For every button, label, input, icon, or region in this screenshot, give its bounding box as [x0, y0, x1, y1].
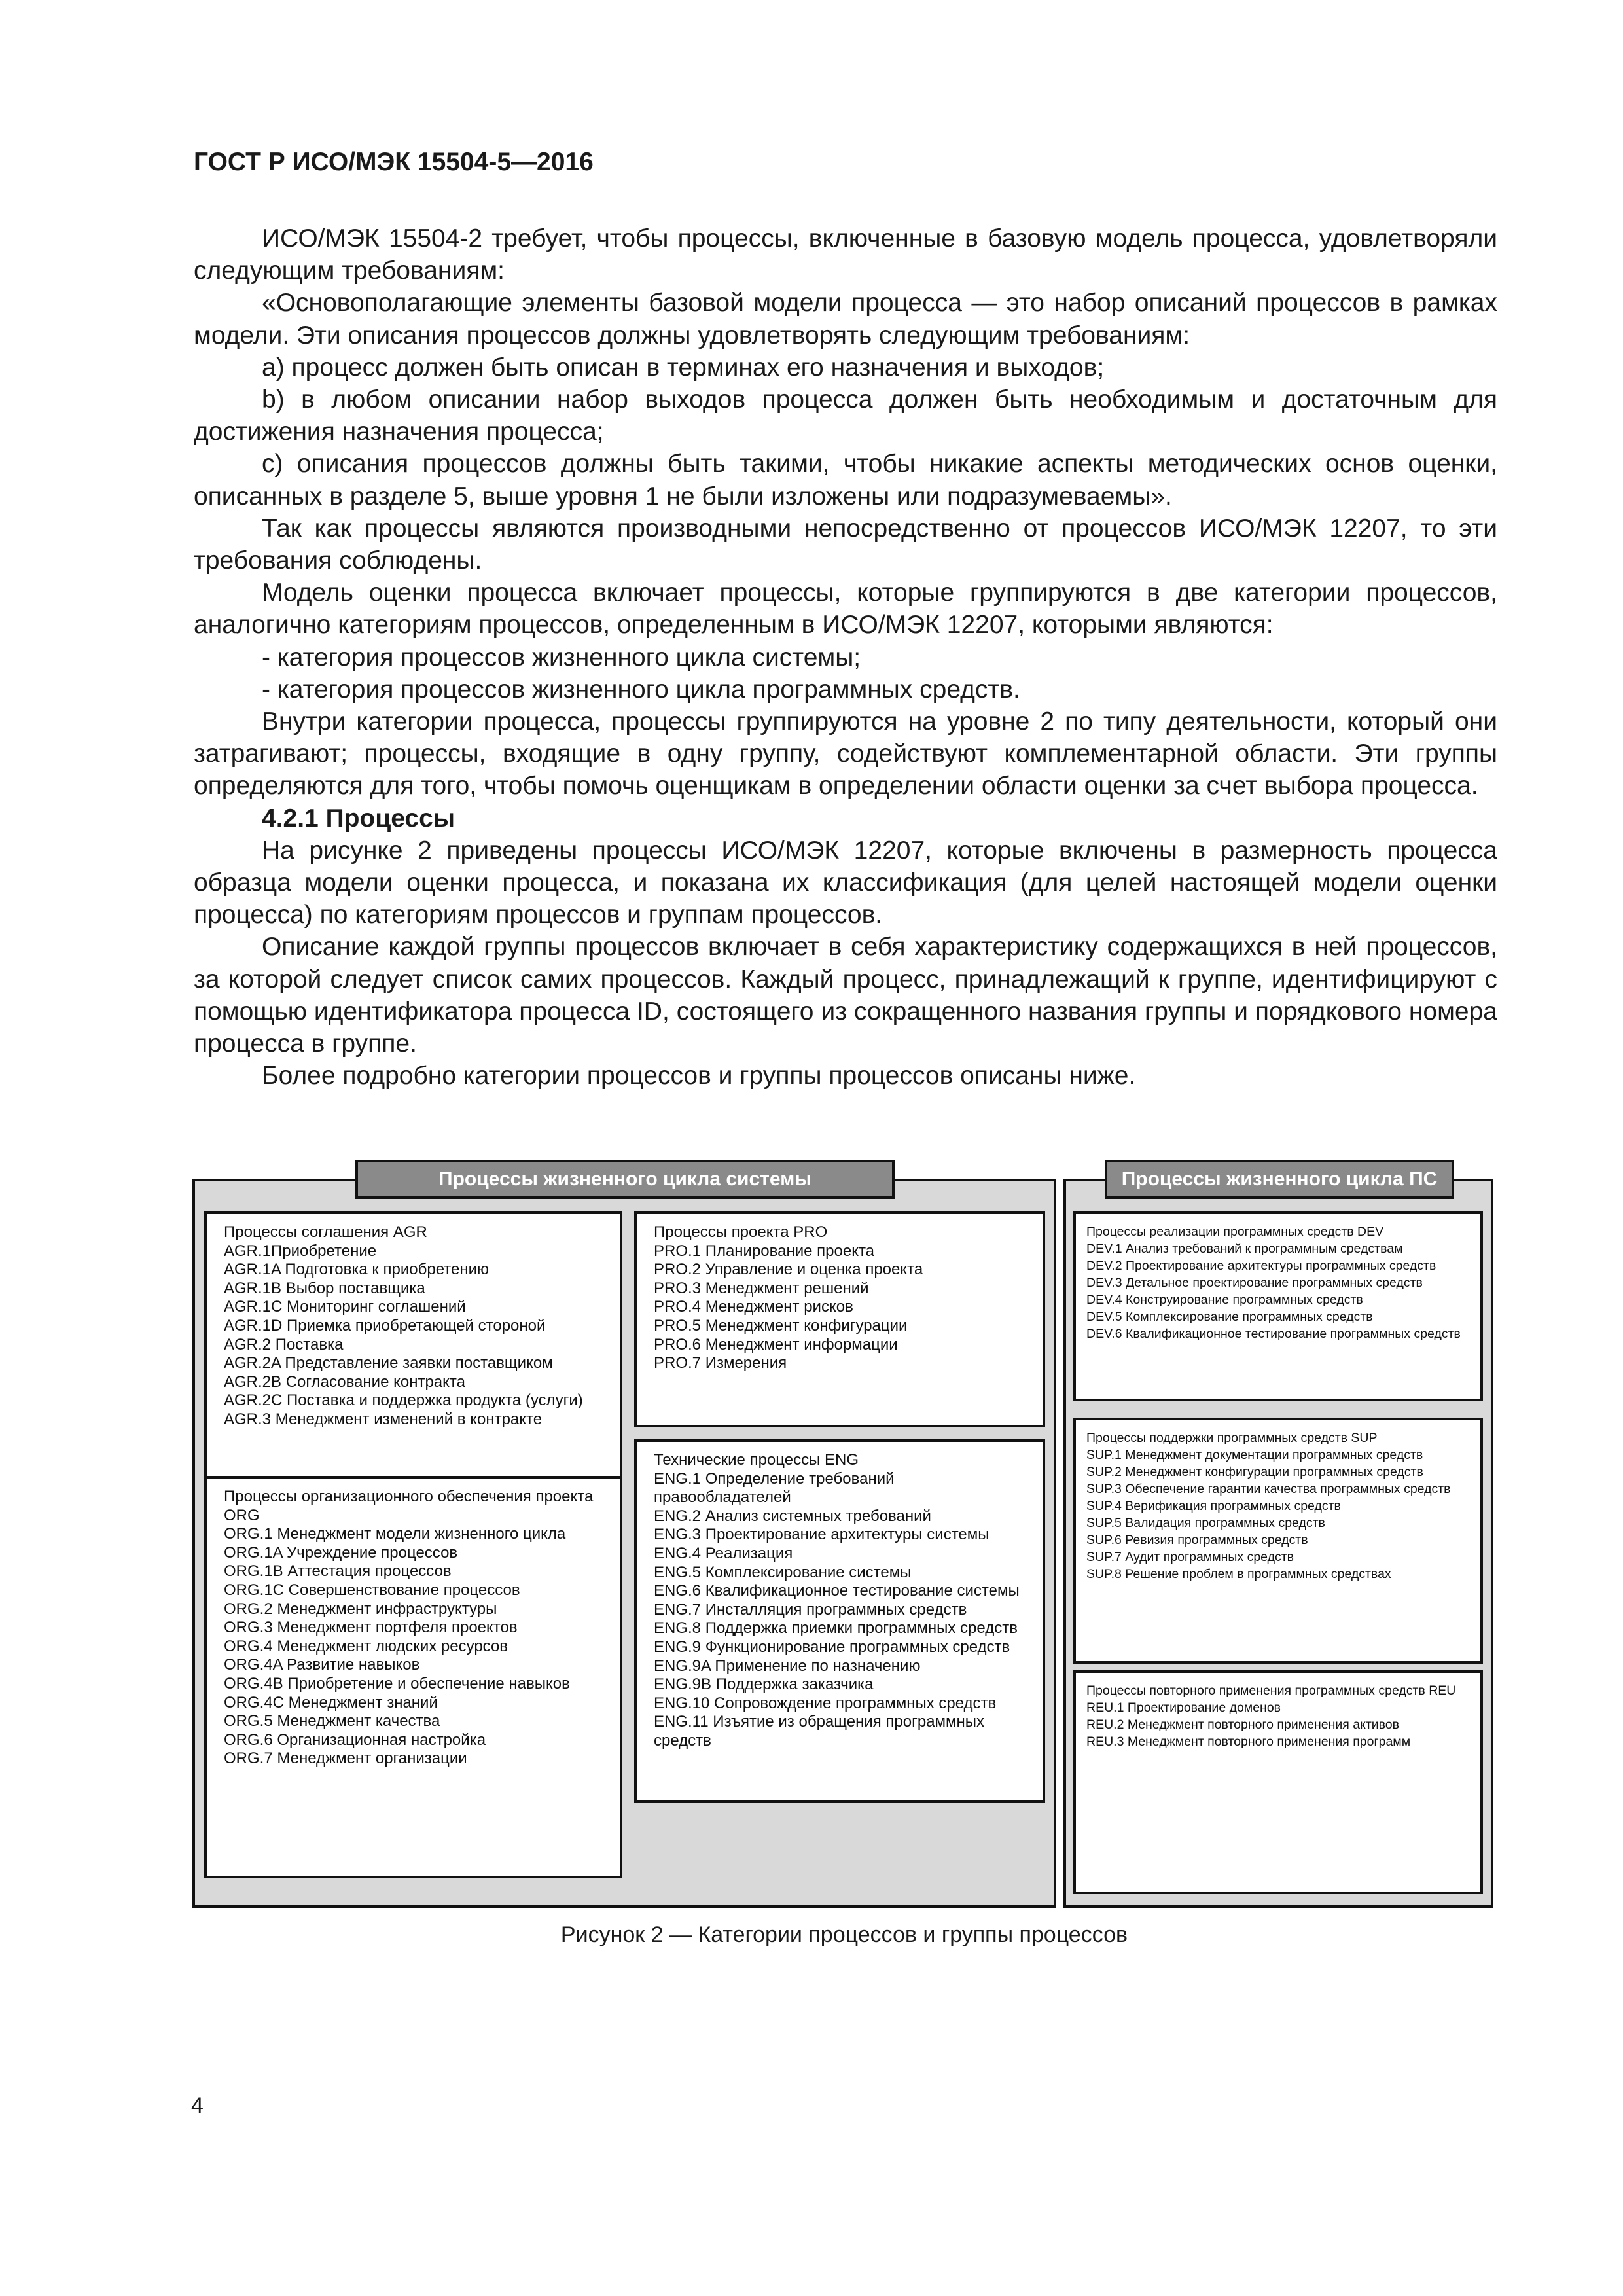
process-item: ENG.1 Определение требований правообладателей: [654, 1469, 895, 1507]
process-item: PRO.2 Управление и оценка проекта: [654, 1261, 923, 1279]
process-item: DEV.2 Проектирование архитектуры программных средств: [1086, 1259, 1436, 1273]
process-item: ORG.2 Менеджмент инфраструктуры: [224, 1600, 497, 1618]
process-group-pro: [634, 1211, 1045, 1427]
process-item: ENG.9 Функционирование программных средств: [654, 1638, 1010, 1656]
process-item: AGR.1D Приемка приобретающей стороной: [224, 1316, 546, 1335]
process-item: AGR.1B Выбор поставщика: [224, 1279, 425, 1297]
paragraph: Модель оценки процесса включает процессы, которые группируются в две категории процессов, аналогично категориям процессов, определенным в ИСО/МЭК 12207, которыми являются:: [194, 579, 1497, 639]
process-item: ORG.5 Менеджмент качества: [224, 1712, 440, 1731]
process-item: AGR.3 Менеджмент изменений в контракте: [224, 1410, 543, 1428]
process-item: SUP.1 Менеджмент документации программных средств: [1086, 1448, 1423, 1462]
process-item: SUP.4 Верификация программных средств: [1086, 1499, 1341, 1513]
process-item: SUP.2 Менеджмент конфигурации программных средств: [1086, 1465, 1423, 1479]
paragraph: - категория процессов жизненного цикла программных средств.: [262, 675, 1020, 704]
process-item: ORG.1 Менеджмент модели жизненного цикла: [224, 1525, 566, 1543]
group-title: Процессы повторного применения программных средств REU: [1086, 1683, 1456, 1698]
process-item: ENG.3 Проектирование архитектуры системы: [654, 1526, 990, 1544]
process-item: DEV.5 Комплексирование программных средств: [1086, 1310, 1373, 1324]
process-item: PRO.4 Менеджмент рисков: [654, 1298, 853, 1316]
paragraph: а) процесс должен быть описан в терминах его назначения и выходов;: [262, 353, 1105, 382]
process-item: AGR.1C Мониторинг соглашений: [224, 1298, 466, 1316]
process-item: AGR.2 Поставка: [224, 1335, 344, 1354]
paragraph: - категория процессов жизненного цикла системы;: [262, 643, 861, 672]
process-item: ORG.1A Учреждение процессов: [224, 1543, 458, 1562]
process-item: REU.3 Менеджмент повторного применения программ: [1086, 1734, 1411, 1749]
process-item: REU.2 Менеджмент повторного применения активов: [1086, 1717, 1399, 1732]
figure-caption: Рисунок 2 — Категории процессов и группы процессов: [560, 1922, 1128, 1947]
process-item: ORG.4C Менеджмент знаний: [224, 1693, 438, 1712]
process-item: ENG.10 Сопровождение программных средств: [654, 1694, 997, 1712]
paragraph: с) описания процессов должны быть такими, чтобы никакие аспекты методических основ оценки, описанных в разделе 5, выше уровня 1 не были изложены или подразумеваемы».: [194, 450, 1497, 511]
process-item: ENG.9A Применение по назначению: [654, 1657, 921, 1675]
group-title: Технические процессы ENG: [654, 1451, 859, 1469]
process-item: ORG.1B Аттестация процессов: [224, 1562, 452, 1581]
process-item: SUP.8 Решение проблем в программных средствах: [1086, 1567, 1391, 1581]
group-title: Процессы соглашения AGR: [224, 1223, 427, 1241]
process-item: PRO.6 Менеджмент информации: [654, 1335, 898, 1354]
process-group-eng: [634, 1439, 1045, 1803]
process-item: ENG.5 Комплексирование системы: [654, 1563, 912, 1581]
process-item: PRO.3 Менеджмент решений: [654, 1279, 869, 1297]
process-item: ORG.7 Менеджмент организации: [224, 1749, 467, 1768]
body-text: [194, 223, 1497, 1092]
process-item: DEV.4 Конструирование программных средств: [1086, 1293, 1363, 1307]
page-number: 4: [191, 2093, 204, 2118]
process-item: ORG.4 Менеджмент людских ресурсов: [224, 1637, 508, 1655]
process-item: REU.1 Проектирование доменов: [1086, 1700, 1281, 1715]
process-item: ENG.11 Изъятие из обращения программных средств: [654, 1713, 985, 1749]
process-group-sup: [1073, 1418, 1483, 1664]
process-group-org: [204, 1476, 622, 1878]
process-group-reu: [1073, 1670, 1483, 1894]
process-item: AGR.1A Подготовка к приобретению: [224, 1261, 489, 1279]
paragraph: На рисунке 2 приведены процессы ИСО/МЭК 12207, которые включены в размерность процесса образца модели оценки процесса, и показана их классификация (для целей настоящей модели оценки процесса) по категориям процессов и группам процессов.: [194, 836, 1497, 929]
process-item: ORG.4A Развитие навыков: [224, 1656, 420, 1674]
process-item: ENG.4 Реализация: [654, 1544, 793, 1562]
process-item: ORG.6 Организационная настройка: [224, 1731, 486, 1749]
process-item: SUP.3 Обеспечение гарантии качества программных средств: [1086, 1482, 1451, 1496]
process-item: ORG.3 Менеджмент портфеля проектов: [224, 1619, 518, 1637]
process-group-agr: [204, 1211, 622, 1501]
paragraph: Более подробно категории процессов и группы процессов описаны ниже.: [262, 1062, 1136, 1090]
process-item: DEV.3 Детальное проектирование программных средств: [1086, 1276, 1423, 1290]
paragraph: «Основополагающие элементы базовой модели процесса — это набор описаний процессов в рамках модели. Эти описания процессов должны удовлетворять следующим требованиям:: [194, 289, 1497, 350]
process-item: AGR.2A Представление заявки поставщиком: [224, 1354, 553, 1372]
paragraph: ИСО/МЭК 15504-2 требует, чтобы процессы, включенные в базовую модель процесса, удовлетворяли следующим требованиям:: [194, 224, 1497, 285]
process-item: ENG.8 Поддержка приемки программных средств: [654, 1619, 1018, 1638]
process-item: ORG.1C Совершенствование процессов: [224, 1581, 520, 1599]
process-item: AGR.2C Поставка и поддержка продукта (услуги): [224, 1391, 583, 1410]
group-title: Процессы проекта PRO: [654, 1223, 828, 1241]
group-title: Процессы поддержки программных средств SUP: [1086, 1431, 1378, 1445]
process-item: SUP.6 Ревизия программных средств: [1086, 1533, 1308, 1547]
document-header: ГОСТ Р ИСО/МЭК 15504-5—2016: [194, 148, 594, 176]
process-item: ENG.9B Поддержка заказчика: [654, 1676, 874, 1694]
process-group-dev: [1073, 1211, 1483, 1401]
process-item: SUP.5 Валидация программных средств: [1086, 1516, 1325, 1530]
process-item: DEV.6 Квалификационное тестирование программных средств: [1086, 1327, 1461, 1341]
process-item: PRO.1 Планирование проекта: [654, 1242, 875, 1260]
process-item: DEV.1 Анализ требований к программным средствам: [1086, 1242, 1403, 1256]
paragraph: Описание каждой группы процессов включает в себя характеристику содержащихся в ней процессов, за которой следует список самих процессов. Каждый процесс, принадлежащий к группе, идентифицируют с помощью идентификатора процесса ID, состоящего из сокращенного названия группы и порядкового номера процесса в группе.: [194, 933, 1497, 1058]
process-item: AGR.2B Согласование контракта: [224, 1372, 465, 1391]
paragraph: Внутри категории процесса, процессы группируются на уровне 2 по типу деятельности, который они затрагивают; процессы, входящие в одну группу, содействуют комплементарной области. Эти группы определяются для того, чтобы помочь оценщикам в определении области оценки за счет выбора процесса.: [194, 708, 1497, 800]
group-title: Процессы организационного обеспечения проекта ORG: [224, 1488, 594, 1524]
process-item: ORG.4B Приобретение и обеспечение навыков: [224, 1674, 570, 1693]
process-item: SUP.7 Аудит программных средств: [1086, 1550, 1294, 1564]
process-item: ENG.7 Инсталляция программных средств: [654, 1600, 967, 1619]
process-item: ENG.6 Квалификационное тестирование системы: [654, 1582, 1020, 1600]
software-category-title: Процессы жизненного цикла ПС: [1105, 1160, 1454, 1199]
process-item: AGR.1Приобретение: [224, 1242, 377, 1260]
system-category-title: Процессы жизненного цикла системы: [355, 1160, 895, 1199]
paragraph: Так как процессы являются производными непосредственно от процессов ИСО/МЭК 12207, то эти требования соблюдены.: [194, 514, 1497, 575]
process-item: PRO.7 Измерения: [654, 1354, 787, 1372]
section-heading: 4.2.1 Процессы: [262, 804, 455, 833]
process-item: PRO.5 Менеджмент конфигурации: [654, 1316, 908, 1335]
group-title: Процессы реализации программных средств DEV: [1086, 1225, 1384, 1239]
process-item: ENG.2 Анализ системных требований: [654, 1507, 931, 1525]
paragraph: b) в любом описании набор выходов процесса должен быть необходимым и достаточным для достижения назначения процесса;: [194, 386, 1497, 446]
